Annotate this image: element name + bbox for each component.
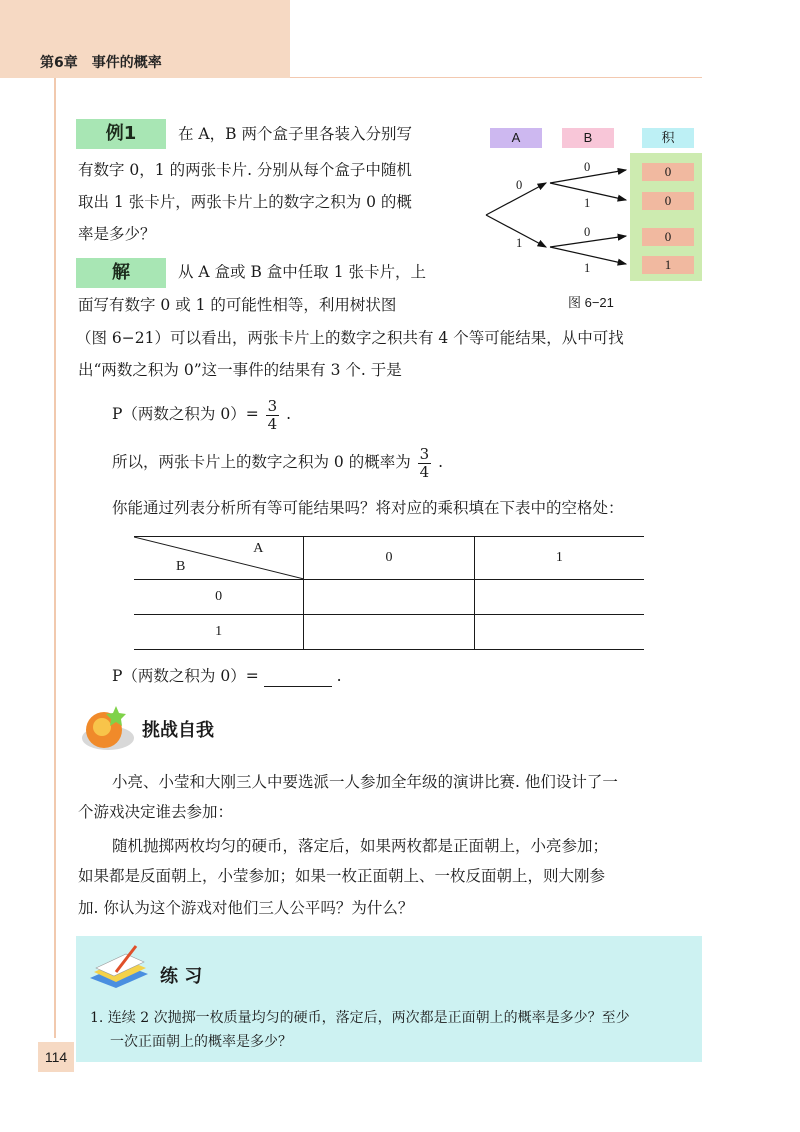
challenge-title: 挑战自我	[142, 720, 214, 741]
challenge-line-1: 小亮、小莹和大刚三人中要选派一人参加全年级的演讲比赛. 他们设计了一	[112, 773, 618, 791]
practice-icon	[86, 942, 152, 992]
challenge-line-5: 加. 你认为这个游戏对他们三人公平吗？为什么？	[78, 899, 414, 917]
example-line-3: 取出 1 张卡片，两张卡片上的数字之积为 0 的概	[78, 193, 412, 211]
table-row	[134, 615, 644, 650]
challenge-line-2: 个游戏决定谁去参加：	[78, 803, 234, 821]
table-question: 你能通过列表分析所有等可能结果吗？将对应的乘积填在下表中的空格处：	[112, 499, 624, 517]
formula-fraction-num: 3	[267, 396, 278, 415]
tree-header-a: A	[490, 128, 542, 148]
conclusion-suffix: .	[438, 453, 444, 471]
table-row	[134, 580, 644, 615]
fill-in-suffix: .	[336, 667, 342, 685]
conclusion-fraction-den: 4	[419, 462, 430, 481]
solution-line-4: 出“两数之积为 0”这一事件的结果有 3 个. 于是	[78, 361, 402, 379]
tree-caption: 图 6−21	[568, 295, 614, 310]
table-corner-b: B	[176, 559, 186, 574]
fill-in-formula	[112, 660, 342, 692]
conclusion-fraction-num: 3	[419, 444, 430, 463]
header-rule	[290, 77, 702, 78]
tree-branches	[480, 150, 630, 280]
challenge-icon	[76, 700, 140, 754]
practice-item-1-line-2: 一次正面朝上的概率是多少？	[110, 1034, 292, 1050]
tree-result-2: 0	[642, 192, 694, 210]
tree-label-b3: 0	[584, 225, 591, 239]
example-line-2: 有数字 0，1 的两张卡片. 分别从每个盒子中随机	[78, 161, 412, 179]
tree-label-a1: 1	[516, 236, 523, 250]
table-col-header-1: 1	[474, 537, 644, 580]
solution-line-1: 从 A 盒或 B 盒中任取 1 张卡片，上	[178, 263, 427, 281]
conclusion-prefix: 所以，两张卡片上的数字之积为 0 的概率为	[112, 453, 411, 471]
fill-in-prefix: P（两数之积为 0）=	[112, 667, 259, 685]
formula-fraction-den: 4	[267, 414, 278, 433]
corner-diagonal	[134, 537, 304, 579]
tree-result-4: 1	[642, 256, 694, 274]
tree-label-a0: 0	[516, 178, 523, 192]
page-number: 114	[38, 1042, 74, 1072]
example-line-1: 在 A，B 两个盒子里各装入分别写	[178, 125, 412, 143]
table-corner-cell	[134, 537, 304, 580]
challenge-line-3: 随机抛掷两枚均匀的硬币，落定后，如果两枚都是正面朝上，小亮参加；	[112, 837, 609, 855]
probability-formula	[112, 396, 291, 433]
formula-suffix: .	[286, 405, 292, 423]
chapter-title: 第6章 事件的概率	[40, 55, 162, 71]
solution-line-2: 面写有数字 0 或 1 的可能性相等，利用树状图	[78, 296, 397, 314]
solution-line-3: （图 6−21）可以看出，两张卡片上的数字之积共有 4 个等可能结果，从中可找	[76, 329, 624, 347]
fill-in-blank[interactable]	[264, 668, 332, 687]
conclusion	[112, 444, 443, 481]
solution-label: 解	[76, 258, 166, 288]
practice-title: 练 习	[160, 966, 203, 987]
table-col-header-0: 0	[304, 537, 474, 580]
formula-fraction	[266, 398, 280, 433]
table-cell-blank[interactable]	[304, 615, 474, 650]
example-line-4: 率是多少？	[78, 225, 156, 243]
tree-label-b2: 1	[584, 196, 591, 210]
table-corner-a: A	[253, 541, 264, 556]
table-cell-blank[interactable]	[474, 580, 644, 615]
challenge-line-4: 如果都是反面朝上，小莹参加；如果一枚正面朝上、一枚反面朝上，则大刚参	[78, 867, 606, 885]
tree-label-b4: 1	[584, 261, 591, 275]
tree-header-product: 积	[642, 128, 694, 148]
table-row	[134, 537, 644, 580]
table-row-header-1: 1	[134, 615, 304, 650]
table-cell-blank[interactable]	[304, 580, 474, 615]
table-row-header-0: 0	[134, 580, 304, 615]
margin-rule	[54, 78, 56, 1038]
tree-result-1: 0	[642, 163, 694, 181]
tree-result-3: 0	[642, 228, 694, 246]
example-label: 例1	[76, 119, 166, 149]
formula-prefix: P（两数之积为 0）=	[112, 405, 259, 423]
table-cell-blank[interactable]	[474, 615, 644, 650]
practice-item-1-line-1: 1. 连续 2 次抛掷一枚质量均匀的硬币，落定后，两次都是正面朝上的概率是多少？至少	[90, 1010, 630, 1026]
tree-label-b1: 0	[584, 160, 591, 174]
product-table	[134, 536, 644, 650]
tree-header-b: B	[562, 128, 614, 148]
conclusion-fraction	[418, 446, 432, 481]
